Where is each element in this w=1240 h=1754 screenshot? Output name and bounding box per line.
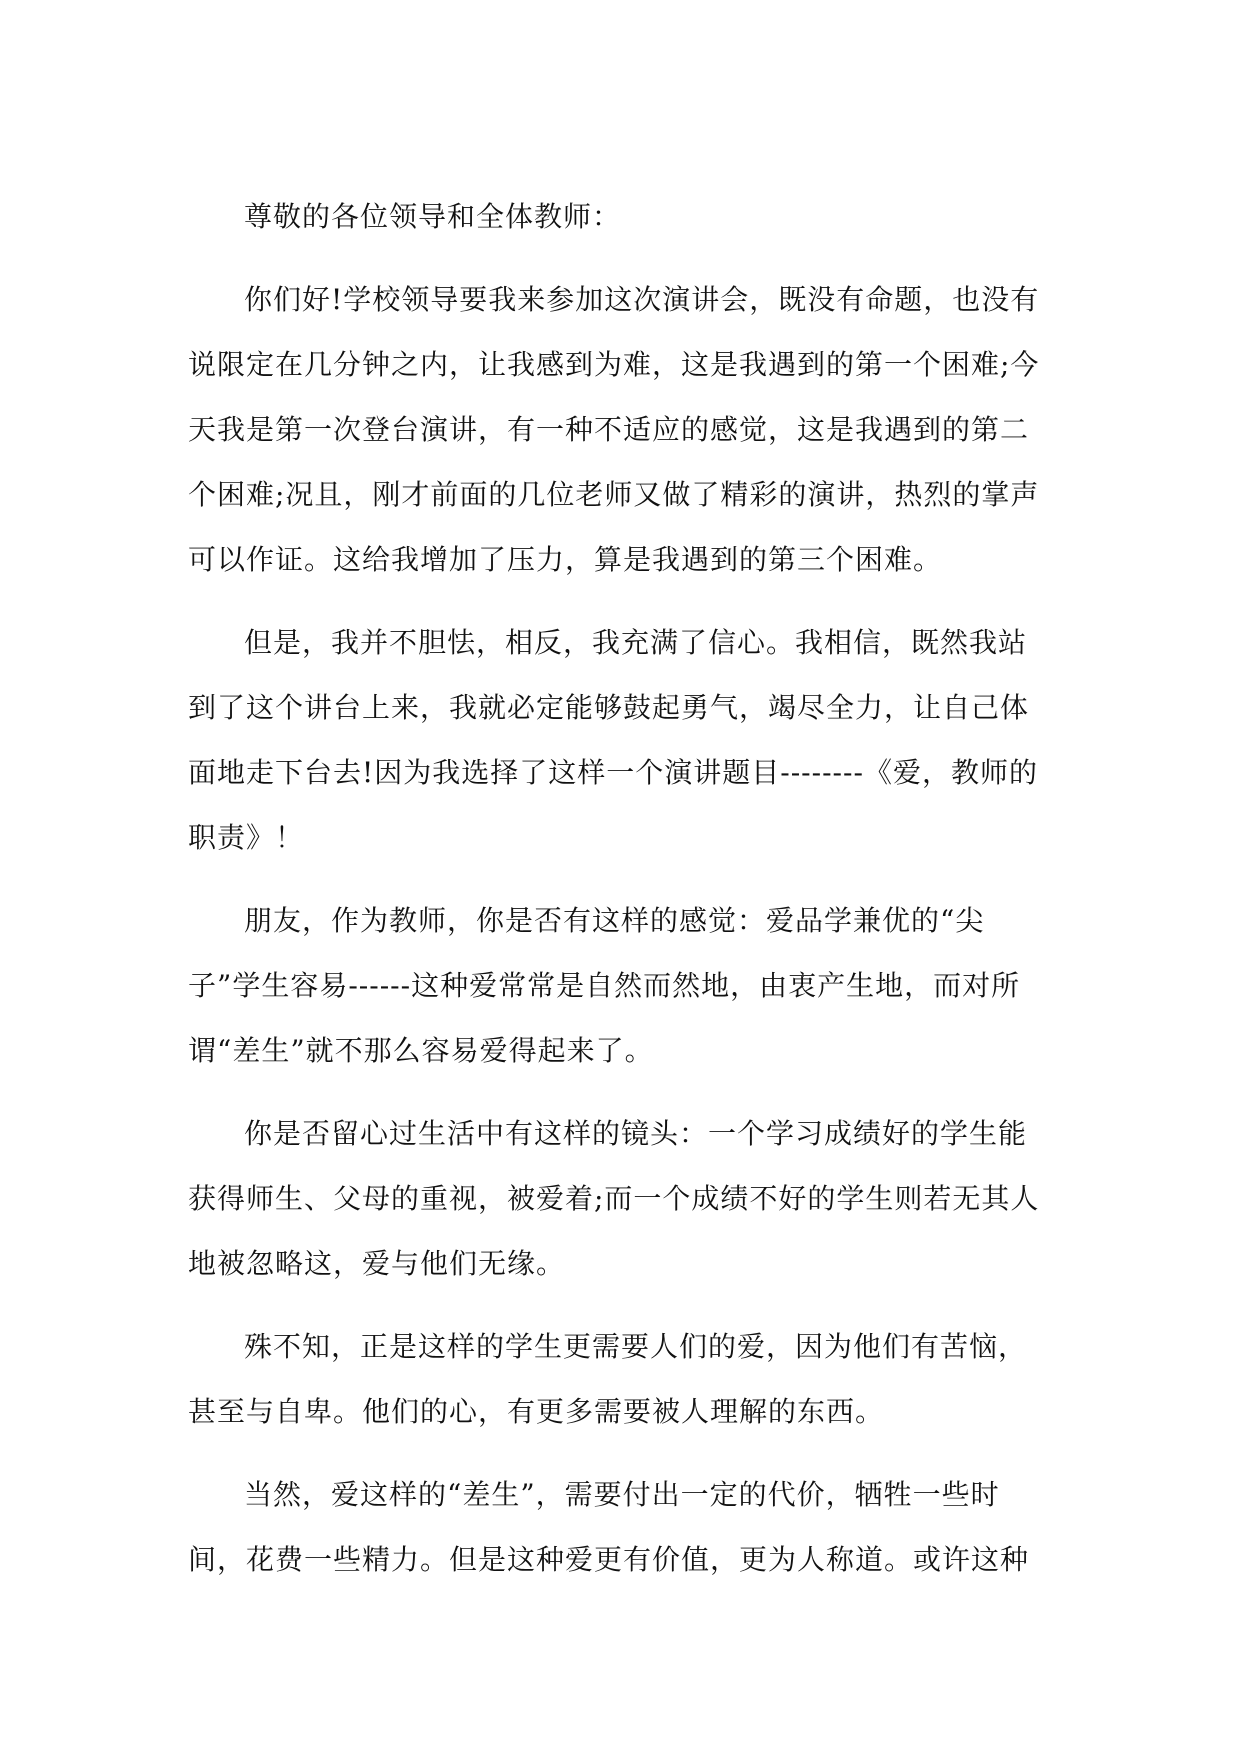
paragraph-confidence: 但是，我并不胆怯，相反，我充满了信心。我相信，既然我站到了这个讲台上来，我就必定能够鼓起勇气，竭尽全力，让自己体面地走下台去!因为我选择了这样一个演讲题目--------《爱，教师的职责》！ [188,626,1038,854]
salutation: 尊敬的各位领导和全体教师： [244,200,622,233]
paragraph-need-for-love: 殊不知，正是这样的学生更需要人们的爱，因为他们有苦恼，甚至与自卑。他们的心，有更多需要被人理解的东西。 [188,1330,1028,1428]
paragraph-neglected-students: 你是否留心过生活中有这样的镜头：一个学习成绩好的学生能获得师生、父母的重视，被爱着;而一个成绩不好的学生则若无其人地被忽略这，爱与他们无缘。 [188,1117,1040,1280]
paragraph-cost-of-love: 当然，爱这样的“差生”，需要付出一定的代价，牺牲一些时间，花费一些精力。但是这种爱更有价值，更为人称道。或许这种 [188,1478,1030,1576]
paragraph-opening: 你们好!学校领导要我来参加这次演讲会，既没有命题，也没有说限定在几分钟之内，让我感到为难，这是我遇到的第一个困难;今天我是第一次登台演讲，有一种不适应的感觉，这是我遇到的第二个困难;况且，刚才前面的几位老师又做了精彩的演讲，热烈的掌声可以作证。这给我增加了压力，算是我遇到的第三个困难。 [188,283,1040,576]
document-body [188,184,1054,1610]
paragraph-top-students: 朋友，作为教师，你是否有这样的感觉：爱品学兼优的“尖子”学生容易------这种爱常常是自然而然地，由衷产生地，而对所谓“差生”就不那么容易爱得起来了。 [188,904,1021,1067]
